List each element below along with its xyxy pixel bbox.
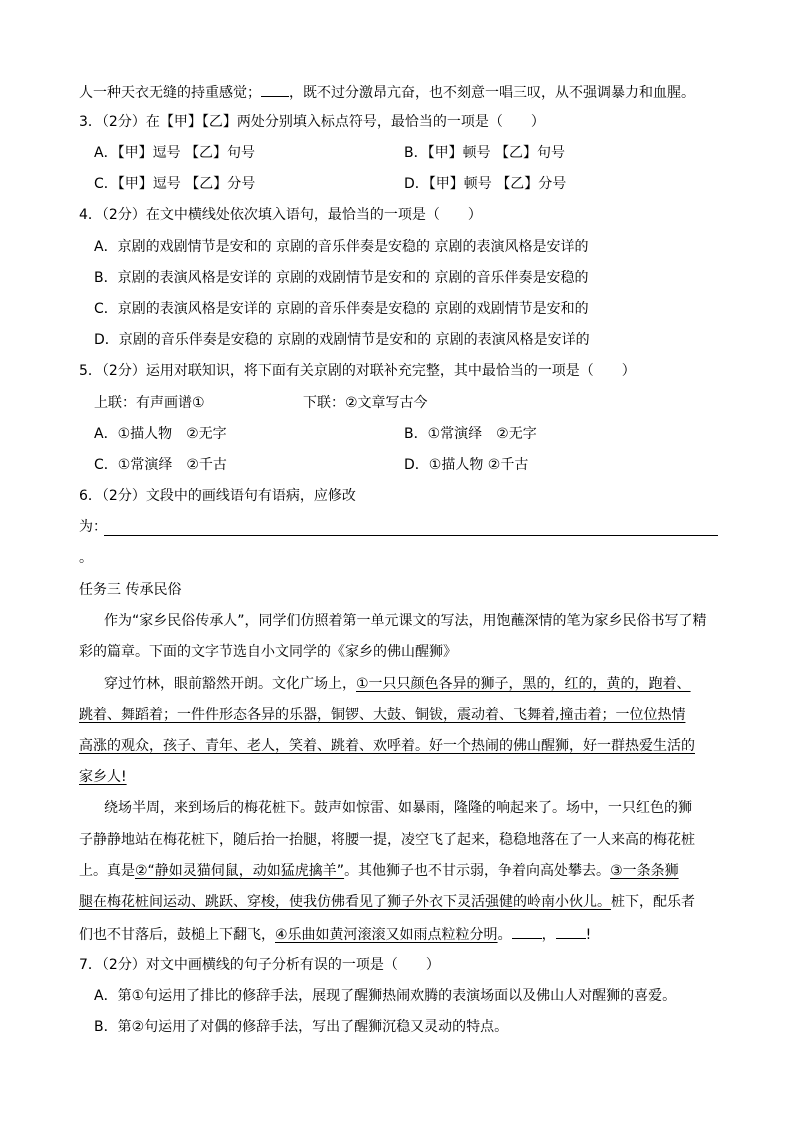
task-3-title: 任务三 传承民俗 [79, 582, 182, 598]
q7-option-a[interactable]: A．第①句运用了排比的修辞手法，展现了醒狮热闹欢腾的表演场面以及佛山人对醒狮的喜爱。 [94, 988, 677, 1004]
text-segment: ，既不过分激昂亢奋，也不刻意一唱三叹，从不强调暴力和血腥。 [289, 85, 695, 101]
para2-line-5 [79, 924, 591, 944]
text-segment: 。 [497, 927, 512, 943]
q7-option-b[interactable]: B．第②句运用了对偶的修辞手法，写出了醒狮沉稳又灵动的特点。 [94, 1019, 509, 1035]
q6-answer-label: 为： [79, 519, 107, 535]
question-6-stem: 6．（2分）文段中的画线语句有语病，应修改 [79, 488, 356, 504]
answer-blank[interactable] [261, 82, 289, 97]
text-segment: 们也不甘落后，鼓槌上下翻飞， [79, 927, 275, 943]
q3-option-c[interactable]: C．【甲】逗号 【乙】分号 [94, 176, 256, 192]
underlined-sentence-3-cont: 腿在梅花桩间运动、跳跃、穿梭，使我仿佛看见了狮子外衣下灵活强健的岭南小伙儿。 [79, 894, 611, 910]
task-3-intro-line-1: 作为“家乡民俗传承人”，同学们仿照着第一单元课文的写法，用饱蘸深情的笔为家乡民俗书写了精 [104, 613, 707, 629]
q6-answer-line[interactable] [104, 535, 718, 536]
task-3-intro-line-2: 彩的篇章。下面的文字节选自小文同学的《家乡的佛山醒狮》 [79, 644, 457, 660]
text-segment: 桩下，配乐者 [611, 894, 695, 910]
question-5-stem: 5．（2分）运用对联知识，将下面有关京剧的对联补充完整，其中最恰当的一项是（ ） [79, 363, 636, 379]
para1-line-2: 跳着、舞蹈着；一件件形态各异的乐器，铜锣、大鼓、铜钹，震动着、飞舞着,撞击着；一位位热情 [79, 707, 686, 723]
question-3-stem: 3．（2分）在【甲】【乙】两处分别填入标点符号，最恰当的一项是（ ） [79, 114, 545, 130]
para2-line-4 [79, 893, 695, 911]
underlined-sentence-3: ③一条条狮 [610, 863, 679, 879]
q4-option-a[interactable]: A．京剧的戏剧情节是安和的 京剧的音乐伴奏是安稳的 京剧的表演风格是安详的 [94, 239, 589, 255]
q4-option-d[interactable]: D．京剧的音乐伴奏是安稳的 京剧的戏剧情节是安和的 京剧的表演风格是安详的 [94, 332, 590, 348]
q3-option-a[interactable]: A．【甲】逗号 【乙】句号 [94, 145, 256, 161]
para1-line-4: 家乡人! [79, 769, 127, 785]
q5-option-a[interactable]: A．①描人物 ②无字 [94, 426, 227, 442]
question-7-stem: 7．（2分）对文中画横线的句子分析有误的一项是（ ） [79, 957, 440, 973]
para2-line-3 [79, 862, 679, 880]
passage-continuation-line [79, 82, 695, 102]
underlined-sentence-2: ②“静如灵猫伺鼠，动如猛虎擒羊” [135, 863, 345, 879]
answer-blank[interactable] [512, 924, 542, 939]
text-segment: 穿过竹林，眼前豁然开朗。文化广场上， [104, 676, 356, 692]
q3-option-d[interactable]: D．【甲】顿号 【乙】分号 [404, 176, 567, 192]
para2-line-2: 子静静地站在梅花桩下，随后抬一抬腿，将腰一提，凌空飞了起来，稳稳地落在了一人来高的梅花桩 [79, 832, 695, 848]
q4-option-b[interactable]: B．京剧的表演风格是安详的 京剧的戏剧情节是安和的 京剧的音乐伴奏是安稳的 [94, 270, 589, 286]
text-segment: 上。真是 [79, 863, 135, 879]
para1-line-3: 高涨的观众，孩子、青年、老人，笑着、跳着、欢呼着。好一个热闹的佛山醒狮，好一群热爱生活的 [79, 738, 695, 754]
underlined-sentence-4: ④乐曲如黄河滚滚又如雨点粒粒分明 [275, 927, 498, 943]
couplet-upper: 上联：有声画谱① [94, 395, 205, 411]
q4-option-c[interactable]: C．京剧的表演风格是安详的 京剧的音乐伴奏是安稳的 京剧的戏剧情节是安和的 [94, 301, 589, 317]
text-segment: ， [541, 927, 556, 943]
para1-line-1 [104, 675, 691, 693]
q5-option-b[interactable]: B．①常演绎 ②无字 [404, 426, 537, 442]
text-segment: 。其他狮子也不甘示弱，争着向高处攀去。 [344, 863, 611, 879]
q6-period: 。 [79, 550, 93, 566]
q3-option-b[interactable]: B．【甲】顿号 【乙】句号 [404, 145, 566, 161]
couplet-lower: 下联：②文章写古今 [303, 395, 428, 411]
q5-option-d[interactable]: D．①描人物 ②千古 [404, 457, 529, 473]
text-segment: 人一种天衣无缝的持重感觉； [79, 85, 261, 101]
answer-blank[interactable] [556, 924, 586, 939]
q5-option-c[interactable]: C．①常演绎 ②千古 [94, 457, 227, 473]
question-4-stem: 4．（2分）在文中横线处依次填入语句，最恰当的一项是（ ） [79, 207, 482, 223]
text-segment: ! [585, 927, 592, 943]
underlined-sentence-1: ①一只只颜色各异的狮子，黑的，红的，黄的，跑着、 [356, 676, 691, 692]
para2-line-1: 绕场半周，来到场后的梅花桩下。鼓声如惊雷、如暴雨，隆隆的响起来了。场中，一只红色的狮 [104, 800, 692, 816]
